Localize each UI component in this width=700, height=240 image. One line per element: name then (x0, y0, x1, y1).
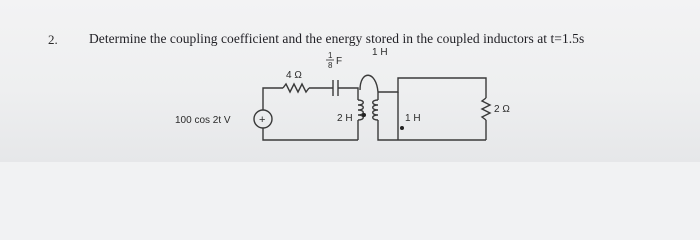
question-text: Determine the coupling coefficient and the energy stored in the coupled inductors at t=1.5s (89, 31, 585, 46)
wire-bottom-left (263, 128, 358, 140)
resistor-4ohm (283, 84, 309, 92)
question-number: 2. (48, 32, 58, 47)
source-label: 100 cos 2t V (175, 115, 231, 126)
resistor2-label: 2 Ω (494, 104, 510, 115)
inductor1-label: 2 H (337, 113, 353, 124)
inductor-1h (373, 100, 378, 120)
polarity-dot-2 (400, 126, 404, 130)
polarity-dot-1 (362, 113, 366, 117)
mutual-inductance-label: 1 H (372, 47, 388, 58)
wire-right-top (378, 78, 486, 98)
capacitor-unit: F (336, 56, 343, 67)
mutual-arc (360, 75, 378, 92)
wire-bottom-right (378, 120, 486, 140)
inductor2-label: 1 H (405, 113, 421, 124)
wire-top-left (263, 88, 283, 110)
source-plus-sign: + (259, 114, 266, 126)
capacitor-denominator: 8 (328, 61, 333, 70)
resistor1-label: 4 Ω (286, 70, 302, 81)
capacitor-numerator: 1 (328, 51, 333, 60)
wire-c-to-l1 (338, 88, 358, 100)
inductor-2h (358, 100, 363, 120)
resistor-2ohm (482, 98, 490, 120)
